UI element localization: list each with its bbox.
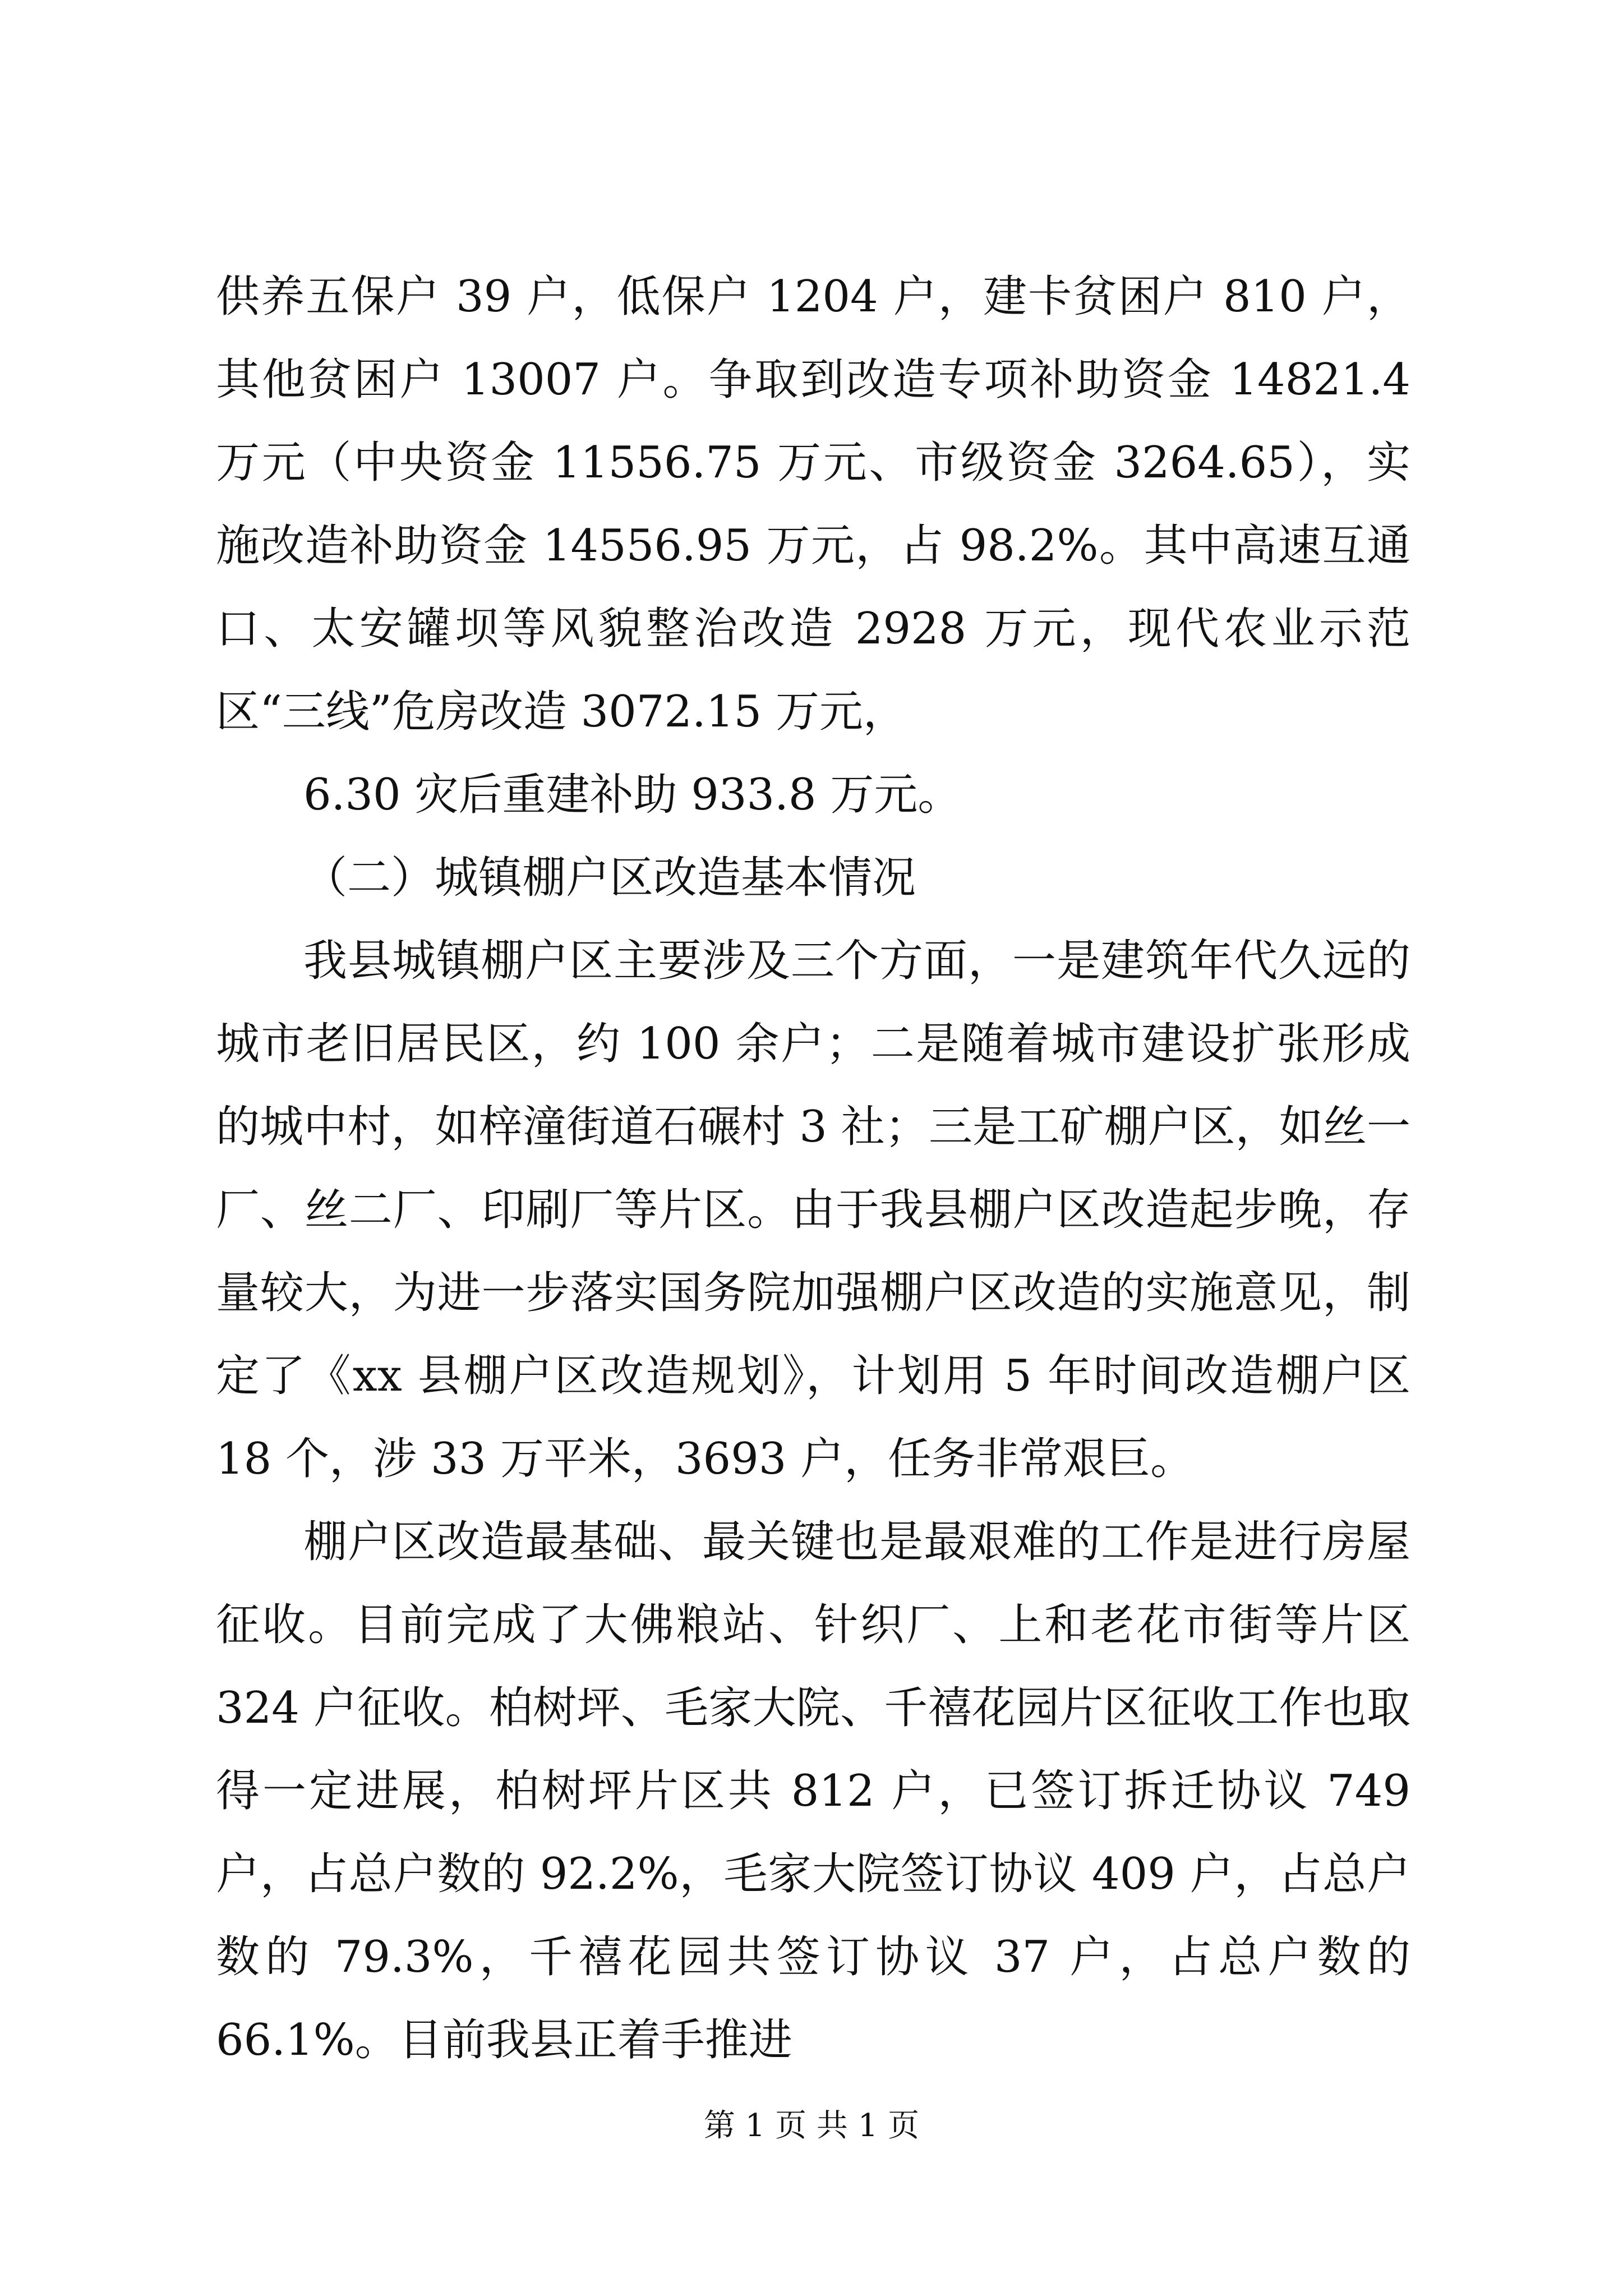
paragraph-house-expropriation: 棚户区改造最基础、最关键也是最艰难的工作是进行房屋征收。目前完成了大佛粮站、针织厂、上和老花市街等片区 324 户征收。柏树坪、毛家大院、千禧花园片区征收工作也取得一定进展，柏树坪片区共 812 户，已签订拆迁协议 749 户，占总户数的 92.2%，毛家大院签订协议 409 户，占总户数的 79.3%，千禧花园共签订协议 37 户，占总户数的 66.1%。目前我县正着手推进 [216,1517,1410,2065]
document-body [216,255,1410,2082]
section-heading-shantytown: （二）城镇棚户区改造基本情况 [303,853,916,903]
paragraph-continuation: 供养五保户 39 户，低保户 1204 户，建卡贫困户 810 户，其他贫困户 13007 户。争取到改造专项补助资金 14821.4 万元（中央资金 11556.75 万元、市级资金 3264.65），实施改造补助资金 14556.95 万元，占 98.2%。其中高速互通口、太安罐坝等风貌整治改造 2928 万元，现代农业示范区“三线”危房改造 3072.15 万元， [216,272,1410,737]
paragraph-shantytown-overview: 我县城镇棚户区主要涉及三个方面，一是建筑年代久远的城市老旧居民区，约 100 余户；二是随着城市建设扩张形成的城中村，如梓潼街道石碾村 3 社；三是工矿棚户区，如丝一厂、丝二厂、印刷厂等片区。由于我县棚户区改造起步晚，存量较大，为进一步落实国务院加强棚户区改造的实施意见，制定了《xx 县棚户区改造规划》，计划用 5 年时间改造棚户区 18 个，涉 33 万平米，3693 户，任务非常艰巨。 [216,936,1410,1484]
paragraph-disaster-reconstruction: 6.30 灾后重建补助 933.8 万元。 [303,770,962,820]
page-footer: 第 1 页 共 1 页 [703,2108,920,2144]
